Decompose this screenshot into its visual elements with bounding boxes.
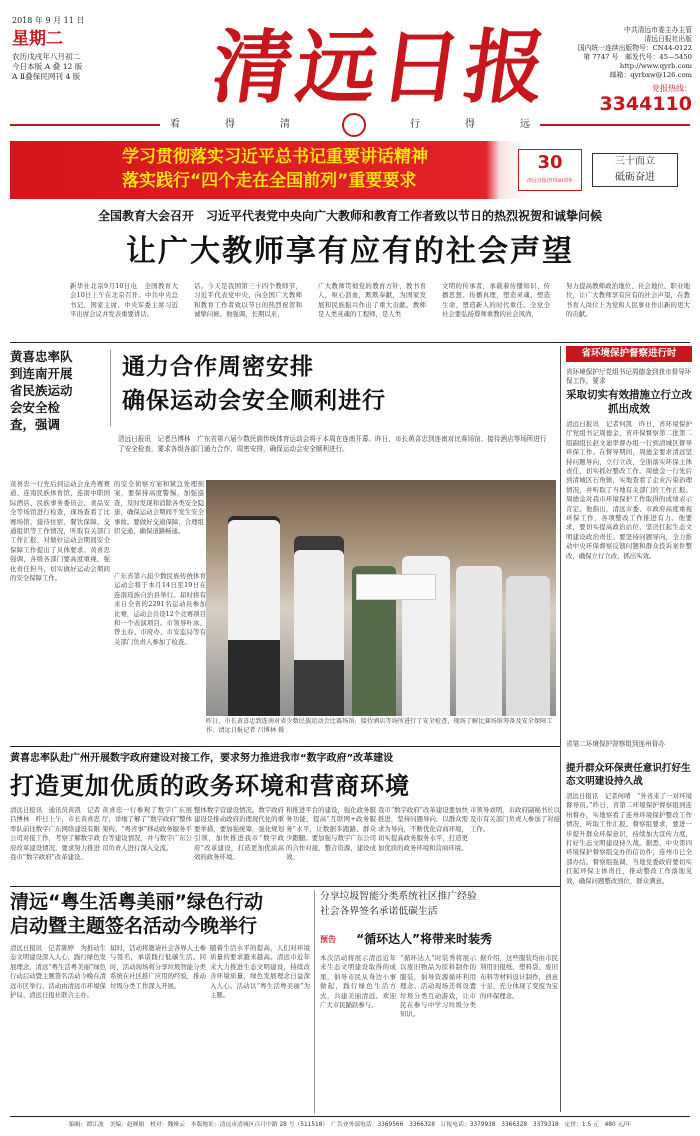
banner-line-1: 学习贯彻落实习近平总书记重要讲话精神: [122, 147, 428, 167]
slogan-bar: [10, 117, 690, 133]
issue-date: 2018 年 9 月 11 日: [12, 16, 85, 25]
photo-document: [356, 574, 436, 600]
right-story1-headline[interactable]: 采取切实有效措施立行立改抓出成效: [566, 389, 692, 415]
lunar-date: 农历戊戌年八月初二: [12, 52, 81, 61]
slogan-char: 行: [410, 119, 420, 130]
section3-body-col-3: 整体数字营建设情况。数字政府建设是推动政府治理现代化的重要举措，要加强统筹，强化规划引领，加快推进我市“数字政府”改革建设，打造更加优质高效的政务环境。: [194, 806, 284, 862]
section2-lead: 清远日报讯 记者吕博林 广东省第六届少数民族传统体育运动会将于本周在连南开幕。昨日，市长黄喜忠到连南对比赛场馆、接待酒店等场所进行了安全检查，要求各级各部门通力合作、周密安排，确保运动会安全顺利进行。: [118, 435, 547, 453]
preview-tag: 预告: [320, 934, 336, 944]
issue-code: 第 7747 号 邮发代号：45—5450: [583, 53, 692, 61]
section4-preview[interactable]: [320, 930, 560, 948]
anniversary-slogan-text: 三十而立 砥砺奋进: [615, 156, 655, 183]
right-story1-kicker: 省环境保护厅党组书记周德金到我市督导环保工作，要求: [566, 368, 692, 386]
photo-figure: [506, 576, 550, 716]
cn-number: 国内统一连续出版物号：CN44-0122: [577, 44, 692, 52]
divider: [10, 886, 560, 887]
divider: [10, 1116, 690, 1117]
section3-body-col-6: 市领导刘明，市政府副秘书长以及市有关部门负责人参加了对接工作。: [470, 806, 560, 833]
preview-title: “循环达人”将带来时装秀: [356, 932, 492, 946]
slogan-char: 得: [465, 119, 475, 130]
section3-kicker: 黄喜忠率队赴广州开展数字政府建设对接工作，要求努力推进我市“数字政府”改革建设: [10, 753, 394, 764]
page-count: 今日本版 A 叠 12 版: [12, 62, 83, 71]
lead-body-col-1: 新华社北京9月10日电 全国教育大会10日上午在北京召开。中共中央总书记、国家主席、中央军委主席习近平出席会议并发表重要讲话。: [70, 282, 178, 319]
slogan-char: 看: [170, 119, 180, 130]
section2-headline-line2[interactable]: 确保运动会安全顺利进行: [122, 388, 386, 414]
right-column-header: 省环境保护督察进行时: [566, 346, 692, 362]
section3-headline[interactable]: 打造更加优质的政务环境和营商环境: [10, 772, 410, 800]
section2-headline-line1[interactable]: 通力合作周密安排: [122, 354, 314, 380]
right-story2-headline[interactable]: 提升群众环保责任意识打好生态文明建设持久战: [566, 763, 691, 787]
divider: [10, 342, 690, 343]
slogan-rule-right: [540, 124, 690, 126]
photo-figure: [456, 566, 502, 716]
anniversary-badge-caption: 清远日报创刊30周年: [526, 178, 574, 184]
lead-body-col-4: 文明的传承者，承载着传播知识、传播思想、传播真理，塑造灵魂、塑造生命、塑造新人的时代重任。全党全社会要弘扬尊师重教的社会风尚，: [442, 282, 550, 319]
section3-body-col-5: 我市“数字政府”改革建设要加快推进，坚持问题导向，以群众需求为导向，不断优化营商环境，切实提高政务服务水平，打造更加优质的政务环境和营商环境。: [378, 806, 468, 852]
masthead-info-right: [556, 26, 692, 115]
section4-body-col-3: 随着生活水平的提高，人们对环境质量的要求越来越高。清远市近年来大力推进生态文明建设，持续改善环境质量，绿色发展理念日益深入人心。活动以“粤生活粤美丽”为主题。: [210, 944, 310, 1000]
anniversary-slogan: [592, 153, 678, 187]
divider: [10, 746, 560, 747]
section4-subhead-1: 分享垃圾智能分类系统社区推广经验: [320, 891, 477, 902]
lead-body-col-3: 广大教师贯彻党的教育方针，教书育人，呕心沥血，默默奉献，为国家发展和民族振兴作出了重大贡献。教师是人类灵魂的工程师，是人类: [318, 282, 426, 319]
slogan-char: 清: [280, 119, 290, 130]
section4-headline-line1[interactable]: 清远“粤生活粤美丽”绿色行动: [10, 891, 263, 913]
section2-photo-caption: 昨日，市长黄喜忠到连南对省少数民族运动会比赛场馆、接待酒店等场所进行了安全检查，现场了解比赛场馆筹备及安全保障工作。清远日报记者 吕博林 摄: [206, 718, 553, 734]
section2-photo[interactable]: [206, 480, 556, 716]
newspaper-title: 清远日报: [206, 19, 556, 114]
hotline-number: 3344110: [599, 93, 692, 115]
section2-sidehead: 黄喜忠率队到连南开展省民族运动会安全检查，强调: [10, 349, 73, 432]
right-story2-kicker: 省第二环境保护督察组到连州督办: [566, 740, 665, 748]
publisher: 中共清远市委主办主管: [624, 26, 692, 34]
masthead-info-left: [12, 16, 192, 82]
lead-body-col-5: 努力提高教师政治地位、社会地位、职业地位，让广大教师享有应有的社会声望，在教书育人岗位上为党和人民事业作出新的更大的贡献。: [566, 282, 690, 319]
section4-body-col-4: 本次活动将展示清远近年来生态文明建设取得的成果，倡导市民从身边小事做起，践行绿色生活方式，共建美丽清远。欢迎广大市民踊跃参与。: [320, 954, 396, 1010]
photo-figure-shirt: [294, 550, 344, 660]
website[interactable]: http://www.qyrb.com: [619, 62, 692, 70]
page-count-supplement: A Ⅱ叠保民网刊 4 版: [12, 72, 81, 81]
publisher-line2: 清远日报社出版: [644, 35, 692, 43]
section3-body-col-1: 清远日报讯 通讯员黄凯 记者吕博林 昨日上午，市长黄喜忠率队前往数字广东网络建设有限公司对接工作，考察了解数字政府改革建设情况，要求努力推进我市“数字政府”改革建设。: [10, 806, 100, 862]
hotline-label: 党报热线：: [652, 84, 692, 93]
lead-headline[interactable]: 让广大教师享有应有的社会声望: [126, 234, 574, 269]
lead-kicker: 全国教育大会召开 习近平代表党中央向广大教师和教育工作者致以节日的热烈祝贺和诚挚问候: [97, 209, 602, 223]
anniversary-badge: 30: [518, 149, 582, 191]
section2-body-col-3: 广东省第六届少数民族传统体育运动会将于本月14日至19日在连南瑶族自治县举行。届时将有来自全省的2291名运动员参加比赛，运动会共设12个竞赛项目和一个表演项目。市领导叶冰、曾玉春、市府办、市安监局等有关部门负责人参加了检查。: [114, 572, 206, 646]
lead-body-col-2: 话。今天是我国第三十四个教师节，习近平代表党中央，向全国广大教师和教育工作者致以节日的热烈祝贺和诚挚问候。他强调，长期以来，: [194, 282, 302, 319]
slogan-char: 远: [520, 119, 530, 130]
section4-body-col-2: 届时，活动将邀请社会各界人士参与签名，承诺践行低碳生活。同时，活动现场将分享垃圾智能分类系统在社区推广应用的经验，推动垃圾分类工作深入开展。: [110, 944, 206, 990]
section3-body-col-2: 黄喜忠一行参观了数字广东展厅，详细了解了“数字政府”整体架构、“粤省事”移动政务服务平台等建设情况，并与数字广东公司负责人进行深入交流。: [102, 806, 192, 852]
issue-weekday: 星期二: [12, 29, 63, 49]
section4-headline-line2[interactable]: 启动暨主题签名活动今晚举行: [10, 915, 258, 937]
email[interactable]: 邮箱：qyrbxw@126.com: [609, 71, 692, 79]
right-story1-body: 清远日报讯 记者何凯 昨日，省环境保护厅党组书记周德金，省环保督察第二批第二组副组长赵文迪率督办组一行到清城区督导环保工作。在督导期间，周德金要求清远坚持问题导向，立行立改，全面落实环保主体责任，切实抓好整改工作。周德金一行先后到清城区石角镇，实地查看了企业污染治理情况，并听取了当地有关部门的工作汇报。周德金对我市环境保护工作取得的成绩表示肯定。他指出，清远市委、市政府高度重视环保工作，各项整改工作推进有力。他要求，要切实提高政治站位，坚决扛起生态文明建设政治责任。要坚持问题导向，全力推动中央环保督察反馈问题和群众投诉案件整改，确保立行立改，抓出实效。: [566, 420, 692, 560]
section4-body-col-5: “循环达人”时装秀将展示以废旧物品为原料制作的服装，倡导资源循环利用理念。活动现场还将设置垃圾分类互动游戏，让市民在参与中学习垃圾分类知识。: [400, 954, 476, 1019]
divider: [110, 350, 111, 426]
divider: [314, 890, 315, 1114]
newspaper-logo-icon: [342, 113, 366, 137]
right-story2-body: 清远日报讯 记者何晴 “外省来了一对环境督导员。”昨日，省第二环境保护督察组到连州督办，实地察看了连州环境保护整改工作情况，听取工作汇报。督察组要求，要进一步提升群众环保意识，持续加大宣传力度，打好生态文明建设持久战。据悉，中央第四环境保护督察组交办的信访件，连州市已全部办结。督察组强调，当地党委政府要切实扛起环保主体责任，推动整改工作落地见效，确保问题整改到位，群众满意。: [566, 792, 692, 885]
section4-body-col-6: 据介绍，这些服装均由市民利用旧报纸、塑料袋、废旧布料等材料设计制作，创意十足，充分体现了变废为宝的环保理念。: [480, 954, 558, 1000]
photo-figure-shirt: [228, 520, 280, 640]
section3-body-col-4: 和推进平台的建设，强化政务服务功能，提高“互联网+政务服务”水平，让数据多跑路、群众少跑腿。要加强与数字广东公司的合作对接，整合资源，建设成效。: [286, 806, 376, 862]
slogan-char: 得: [225, 119, 235, 130]
section4-subhead-2: 社会各界签名承诺低碳生活: [320, 906, 438, 917]
divider: [560, 346, 561, 1112]
slogan-rule-left: [10, 124, 160, 126]
banner-line-2: 落实践行“四个走在全国前列”重要要求: [122, 171, 417, 191]
headline-banner: [10, 141, 690, 199]
section4-body-col-1: 清远日报讯 记者陈婷 为推动生态文明建设深入人心，践行绿色发展理念，清远“粤生活粤美丽”绿色行动启动暨主题签名活动今晚在清远市区举行。活动由清远市环境保护局、清远日报社联合主办。: [10, 944, 106, 1000]
page-footer: 编辑：谭江波 美编：赵婵娟 校对：魏娅云 本版地址：清远市清城区百月中路 28 号（511518） 广告业务部电话：3369566 3366328 订报电话：3379938 3366328 3379318 定价：1.5 元 480 元/年: [68, 1122, 632, 1128]
section2-body-col-1: 黄喜忠一行先后到运动会龙舟赛赛道、连南民族体育馆、连南中职国际酒店、民族事务委员会、食品安全等场馆进行检查，现场查看了比赛场馆、接待住宿、餐饮保障、交通组织等工作情况，听取有关部门工作汇报，对做好运动会期间安全保障工作提出了具体要求。黄喜忠强调，各级各部门要高度重视，强化责任担当，切实做好运动会期间的安全保障工作。: [10, 480, 110, 583]
section2-body-col-2: 的安全侦察方案和紧急处理预案，要保持高度警惕，加强巡查，及时发现和消除各类安全隐患，确保运动会期间不发生安全事故。要做好交通保障，合理组织交通，确保道路畅通。: [114, 480, 204, 536]
